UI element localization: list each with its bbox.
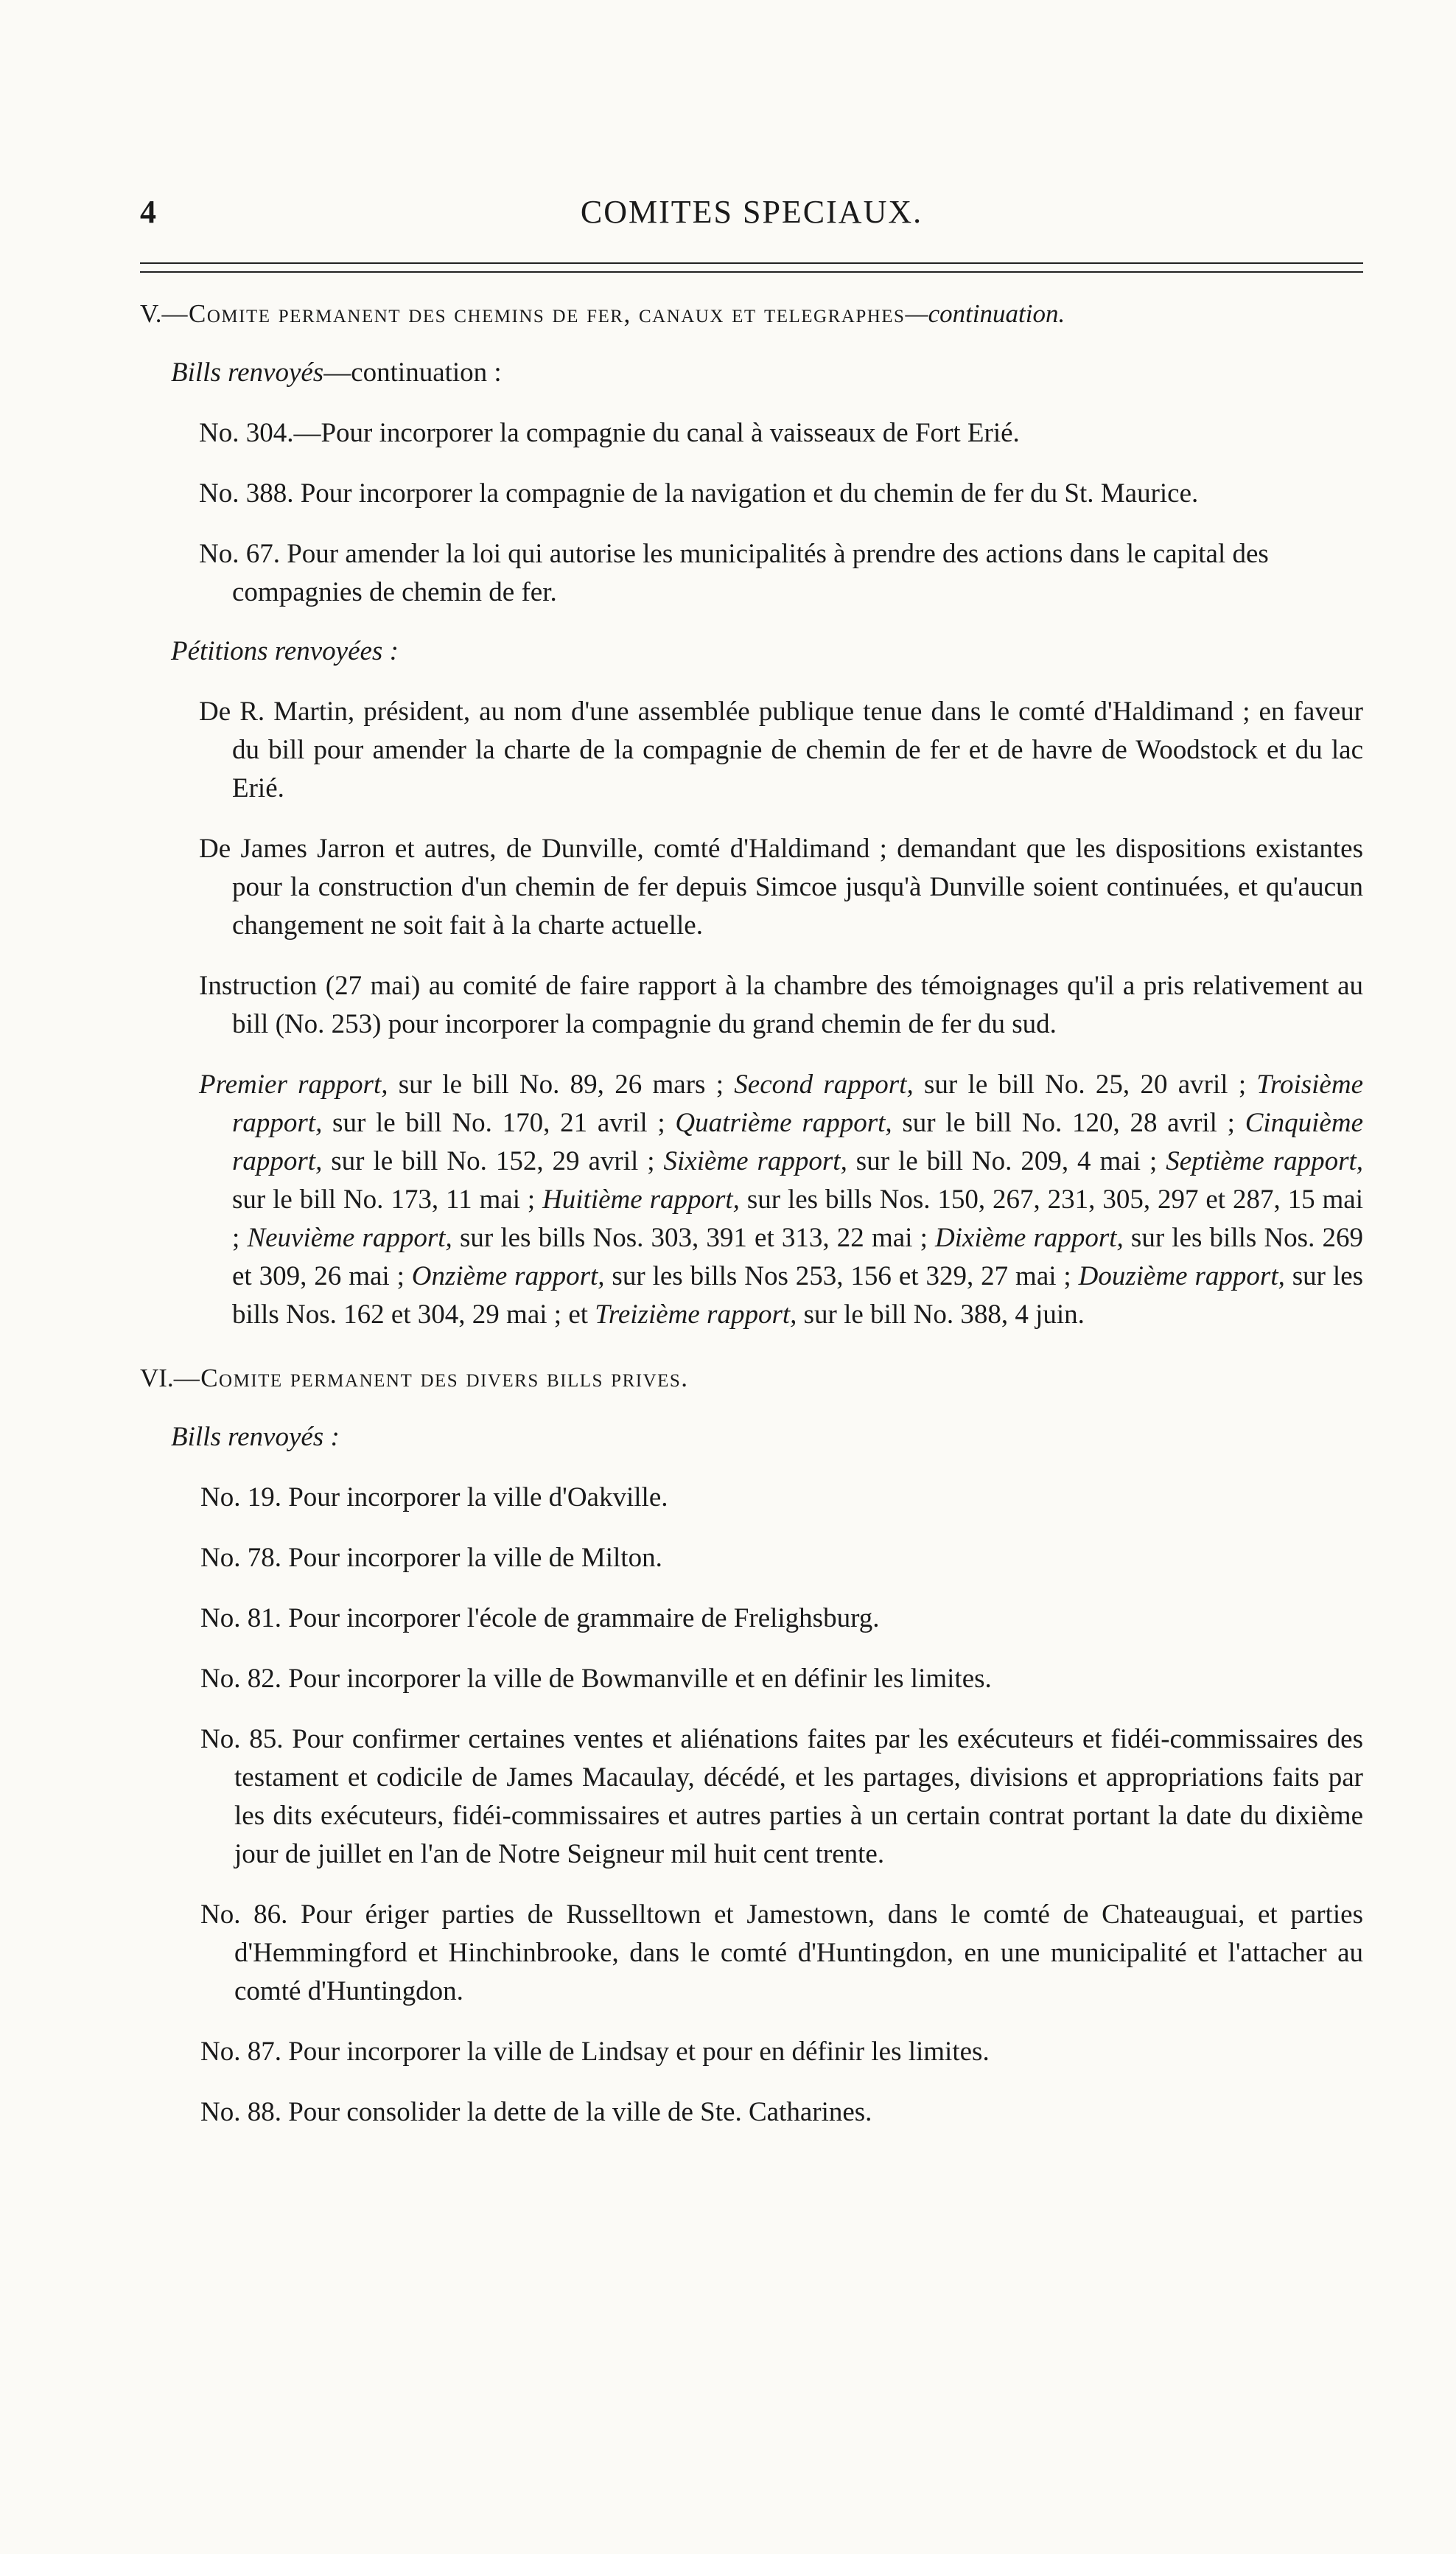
bill-entry: No. 304.—Pour incorporer la compagnie du canal à vaisseaux de Fort Erié. [199,418,1020,448]
bill-entry: No. 388. Pour incorporer la compagnie de la navigation et du chemin de fer du St. Maurice. [199,478,1199,509]
section-v-petitions-heading: Pétitions renvoyées : [171,636,399,666]
petition-entry: De R. Martin, président, au nom d'une assemblée publique tenue dans le comté d'Haldimand ; en faveur du bill pour amender la charte de la compagnie de chemin de fer et de havre de Woodstock et du lac Erié. [199,697,1363,803]
instruction-entry: Instruction (27 mai) au comité de faire rapport à la chambre des témoignages qu'il a pris relativement au bill (No. 253) pour incorporer la compagnie du grand chemin de fer du sud. [199,971,1363,1039]
report-detail: sur les bills Nos 253, 156 et 329, 27 mai ; [604,1261,1079,1291]
section-v-name: —Comite permanent des chemins de fer, canaux et telegraphes [161,299,906,328]
report-detail: sur le bill No. 25, 20 avril ; [913,1070,1257,1100]
section-vi-numeral: VI. [140,1364,174,1392]
report-detail: sur le bill No. 170, 21 avril ; [322,1108,676,1138]
bill-entry: No. 67. Pour amender la loi qui autorise les municipalités à prendre des actions dans le capital des compagnies de chemin de fer. [199,539,1269,607]
report-detail: sur les bills Nos. 269 et 309, 26 mai ; [232,1223,1363,1291]
bill-entry: No. 88. Pour consolider la dette de la ville de Ste. Catharines. [200,2097,872,2127]
bills-heading-label: Bills renvoyés [171,357,324,388]
bill-entry: No. 81. Pour incorporer l'école de grammaire de Frelighsburg. [200,1603,880,1633]
report-label: Cinquième rapport, [232,1108,1363,1176]
report-detail: sur les bills Nos. 150, 267, 231, 305, 297 et 287, 15 mai ; [232,1184,1363,1253]
page-number: 4 [140,194,156,230]
bill-entry: No. 19. Pour incorporer la ville d'Oakville. [200,1482,668,1512]
running-title: COMITES SPECIAUX. [580,194,923,230]
bill-entry: No. 82. Pour incorporer la ville de Bowmanville et en définir les limites. [200,1664,992,1694]
section-v-numeral: V. [140,299,162,328]
report-detail: sur le bill No. 152, 29 avril ; [322,1146,664,1176]
header-rule-bottom [140,271,1363,273]
report-label: Neuvième rapport, [247,1223,452,1253]
page-body [140,295,1363,2132]
report-label: Sixième rapport, [663,1146,847,1176]
report-label: Second rapport, [734,1070,914,1100]
bill-entry: No. 78. Pour incorporer la ville de Milton. [200,1543,662,1573]
section-vi-title [140,1359,1363,1398]
report-detail: sur les bills Nos. 162 et 304, 29 mai ; et [232,1261,1364,1330]
report-detail: sur le bill No. 173, 11 mai ; [232,1184,543,1215]
report-label: Quatrième rapport, [675,1108,892,1138]
bill-entry: No. 87. Pour incorporer la ville de Lindsay et pour en définir les limites. [200,2037,990,2067]
section-vi-bills-heading: Bills renvoyés : [171,1422,340,1452]
petition-entry: De James Jarron et autres, de Dunville, comté d'Haldimand ; demandant que les dispositions existantes pour la construction d'un chemin de fer depuis Simcoe jusqu'à Dunville soient continuées, et qu'aucun changement ne soit fait à la charte actuelle. [199,834,1363,941]
section-v-bills-heading [171,354,1363,392]
report-label: Onzième rapport, [411,1261,605,1291]
bills-heading-suffix: —continuation : [323,357,502,388]
section-vi-name: —Comite permanent des divers bills prives. [173,1364,689,1392]
report-label: Treizième rapport, [595,1299,797,1330]
report-detail: sur le bill No. 388, 4 juin. [797,1299,1085,1330]
report-label: Premier rapport, [199,1070,388,1100]
bill-entry: No. 86. Pour ériger parties de Russelltown et Jamestown, dans le comté de Chateauguai, et parties d'Hemmingford et Hinchinbrooke, dans le comté d'Huntingdon, en une municipalité et l'attacher au comté d'Huntingdon. [200,1899,1363,2006]
page-header [140,193,1363,237]
section-v-continuation: —continuation. [905,299,1065,328]
report-label: Dixième rapport, [935,1223,1124,1253]
report-detail: sur le bill No. 209, 4 mai ; [847,1146,1166,1176]
reports-paragraph [199,1066,1364,1334]
section-v-title [140,295,1363,333]
report-label: Troisième rapport, [232,1070,1363,1138]
bill-entry: No. 85. Pour confirmer certaines ventes et aliénations faites par les exécuteurs et fidéi-commissaires des testament et codicile de James Macaulay, décédé, et les partages, divisions et appropriations faits par les dits exécuteurs, fidéi-commissaires et autres parties à un certain contrat portant la date du dixième jour de juillet en l'an de Notre Seigneur mil huit cent trente. [200,1724,1363,1869]
header-rule-top [140,262,1363,264]
report-label: Douzième rapport, [1078,1261,1285,1291]
report-label: Septième rapport, [1166,1146,1364,1176]
report-detail: sur le bill No. 120, 28 avril ; [892,1108,1245,1138]
report-detail: sur le bill No. 89, 26 mars ; [388,1070,735,1100]
report-detail: sur les bills Nos. 303, 391 et 313, 22 mai ; [452,1223,936,1253]
report-label: Huitième rapport, [542,1184,740,1215]
